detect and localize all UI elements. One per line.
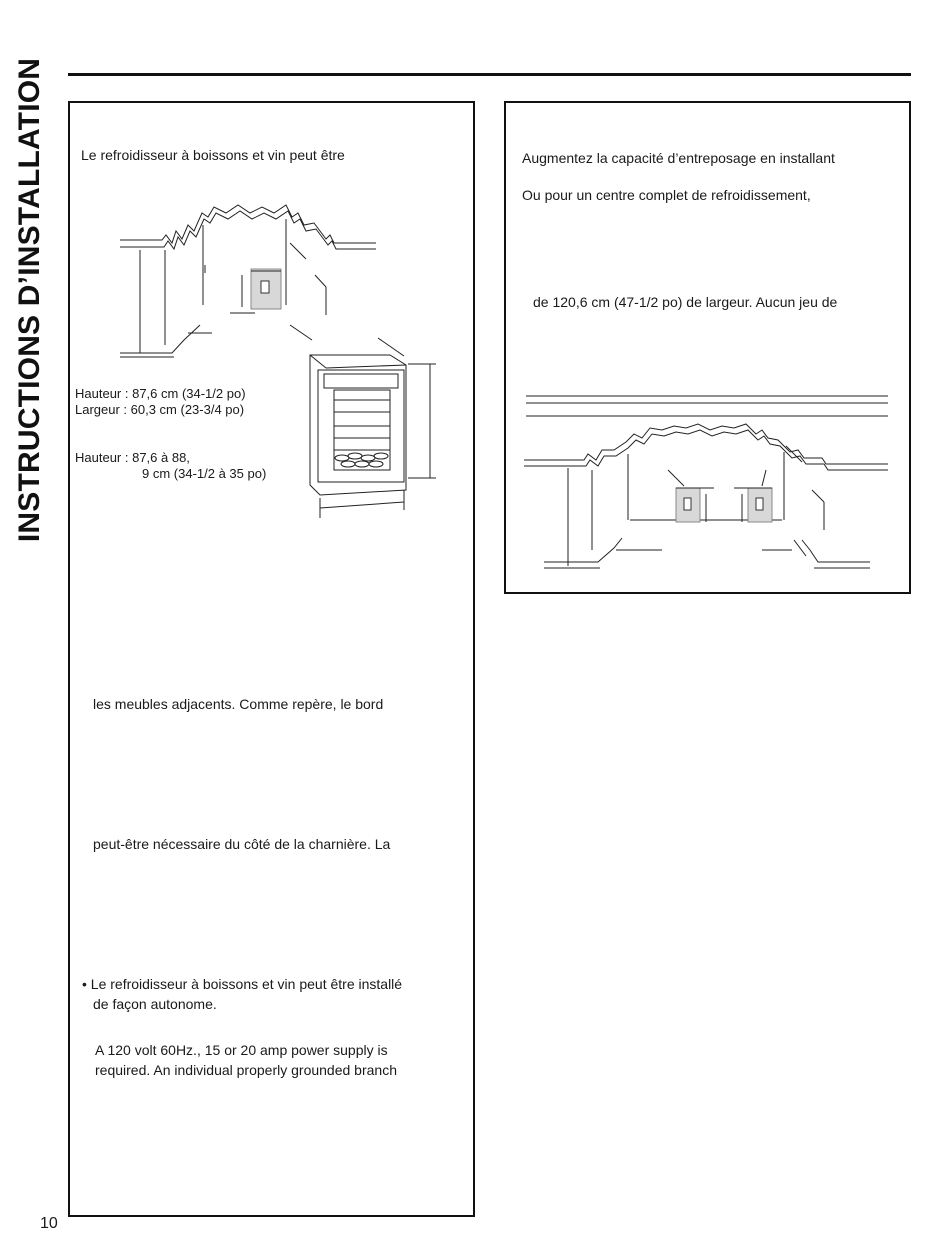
double-cutout-diagram	[522, 390, 892, 580]
beverage-center-diagram	[300, 330, 440, 520]
right-line2: Ou pour un centre complet de refroidissement,	[522, 187, 811, 203]
dims-b-line1: Hauteur : 87,6 à 88,	[75, 450, 190, 465]
right-line3: de 120,6 cm (47-1/2 po) de largeur. Aucun jeu de	[533, 294, 838, 310]
header-rule	[68, 73, 911, 76]
side-section-title	[8, 40, 52, 560]
left-intro-text: Le refroidisseur à boissons et vin peut être	[81, 147, 345, 163]
bullet-line1: • Le refroidisseur à boissons et vin peut être installé	[82, 976, 403, 992]
para-cabinets: les meubles adjacents. Comme repère, le bord	[93, 696, 384, 712]
dims-a-line1: Hauteur : 87,6 cm (34-1/2 po)	[75, 386, 246, 401]
power-line1: A 120 volt 60Hz., 15 or 20 amp power supply is	[95, 1042, 388, 1058]
right-line1: Augmentez la capacité d’entreposage en installant	[522, 150, 835, 166]
dims-b-line2: 9 cm (34-1/2 à 35 po)	[142, 466, 267, 481]
para-hinge: peut-être nécessaire du côté de la charnière. La	[93, 836, 391, 852]
power-line2: required. An individual properly grounded branch	[95, 1062, 397, 1078]
side-section-title-text: INSTRUCTIONS D’INSTALLATION	[13, 57, 46, 543]
page-number: 10	[40, 1215, 58, 1232]
dims-a-line2: Largeur : 60,3 cm (23-3/4 po)	[75, 402, 245, 417]
bullet-line2: de façon autonome.	[93, 996, 217, 1012]
